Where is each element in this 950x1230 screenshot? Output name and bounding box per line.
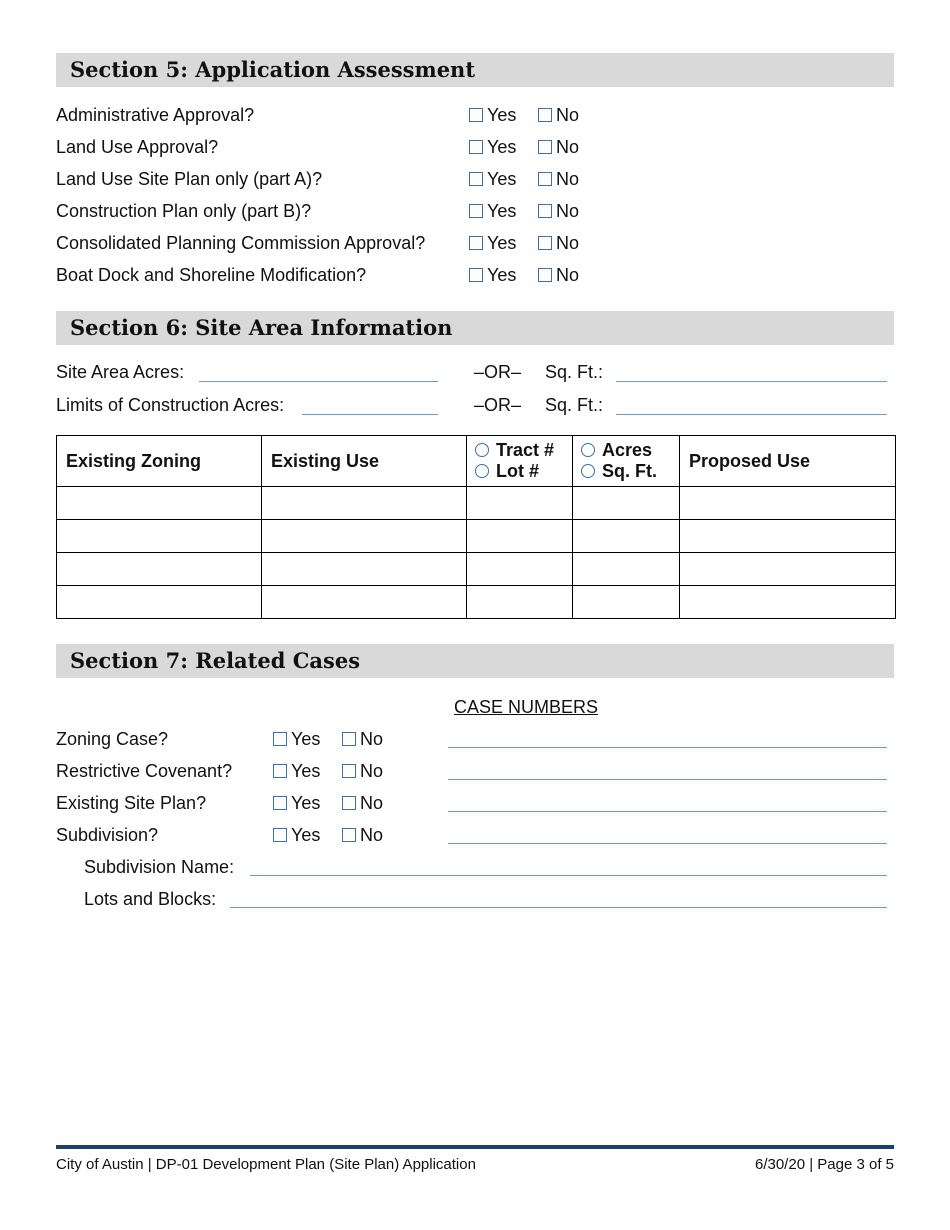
subdivision-name-field[interactable] xyxy=(250,874,887,876)
s5-question-label: Land Use Approval? xyxy=(56,137,219,157)
s5-no-checkbox[interactable] xyxy=(538,199,579,223)
checkbox-icon xyxy=(342,732,356,746)
checkbox-icon xyxy=(469,236,483,250)
no-label: No xyxy=(556,265,580,285)
table-cell[interactable] xyxy=(680,586,896,619)
or-label: –OR– xyxy=(474,395,522,415)
table-cell[interactable] xyxy=(467,586,573,619)
table-row xyxy=(57,520,896,553)
table-cell[interactable] xyxy=(57,586,262,619)
s5-yes-checkbox[interactable] xyxy=(469,231,516,255)
table-cell[interactable] xyxy=(573,553,680,586)
radio-icon xyxy=(581,464,595,478)
table-cell[interactable] xyxy=(262,520,467,553)
limits-sqft-field[interactable] xyxy=(616,413,887,415)
yes-label: Yes xyxy=(291,825,321,845)
col-existing-zoning: Existing Zoning xyxy=(57,436,262,487)
table-cell[interactable] xyxy=(467,520,573,553)
checkbox-icon xyxy=(538,268,552,282)
table-row xyxy=(57,487,896,520)
section-6-header: Section 6: Site Area Information xyxy=(56,311,894,345)
s7-question-label: Subdivision? xyxy=(56,825,159,845)
checkbox-icon xyxy=(273,828,287,842)
s7-yes-checkbox[interactable] xyxy=(273,727,320,751)
tract-radio[interactable] xyxy=(475,440,572,461)
checkbox-icon xyxy=(538,172,552,186)
table-cell[interactable] xyxy=(680,553,896,586)
lots-blocks-field[interactable] xyxy=(230,906,887,908)
radio-icon xyxy=(475,443,489,457)
s7-no-checkbox[interactable] xyxy=(342,791,383,815)
s7-question-label: Zoning Case? xyxy=(56,729,169,749)
site-area-acres-label: Site Area Acres: xyxy=(56,362,185,382)
s5-no-checkbox[interactable] xyxy=(538,231,579,255)
s7-no-checkbox[interactable] xyxy=(342,727,383,751)
section-7-header: Section 7: Related Cases xyxy=(56,644,894,678)
s5-no-checkbox[interactable] xyxy=(538,167,579,191)
col-proposed-use: Proposed Use xyxy=(680,436,896,487)
sqft-radio[interactable] xyxy=(581,461,679,482)
radio-icon xyxy=(581,443,595,457)
s5-yes-checkbox[interactable] xyxy=(469,103,516,127)
s7-no-checkbox[interactable] xyxy=(342,759,383,783)
checkbox-icon xyxy=(469,268,483,282)
radio-icon xyxy=(475,464,489,478)
zoning-table xyxy=(56,435,896,619)
or-label: –OR– xyxy=(474,362,522,382)
limits-acres-field[interactable] xyxy=(302,413,438,415)
s5-question-label: Construction Plan only (part B)? xyxy=(56,201,312,221)
s5-yes-checkbox[interactable] xyxy=(469,167,516,191)
table-cell[interactable] xyxy=(57,520,262,553)
no-label: No xyxy=(360,825,384,845)
s5-row-construction-b xyxy=(0,199,950,223)
table-cell[interactable] xyxy=(680,520,896,553)
table-cell[interactable] xyxy=(57,487,262,520)
no-label: No xyxy=(360,761,384,781)
s5-row-site-plan-a xyxy=(0,167,950,191)
table-cell[interactable] xyxy=(262,487,467,520)
table-cell[interactable] xyxy=(262,586,467,619)
footer-right: 6/30/20 | Page 3 of 5 xyxy=(754,1156,894,1173)
yes-label: Yes xyxy=(291,761,321,781)
s5-yes-checkbox[interactable] xyxy=(469,263,516,287)
s5-no-checkbox[interactable] xyxy=(538,263,579,287)
checkbox-icon xyxy=(538,204,552,218)
checkbox-icon xyxy=(538,140,552,154)
checkbox-icon xyxy=(273,764,287,778)
sqft-label: Sq. Ft.: xyxy=(545,395,604,415)
s5-row-boat-dock xyxy=(0,263,950,287)
checkbox-icon xyxy=(469,108,483,122)
case-number-field[interactable] xyxy=(448,746,887,748)
table-cell[interactable] xyxy=(467,487,573,520)
yes-label: Yes xyxy=(487,105,517,125)
tract-label: Tract # xyxy=(496,440,555,460)
yes-label: Yes xyxy=(291,729,321,749)
table-row xyxy=(57,553,896,586)
sqft-col-label: Sq. Ft. xyxy=(602,461,657,481)
s5-yes-checkbox[interactable] xyxy=(469,135,516,159)
footer-left: City of Austin | DP-01 Development Plan (Site Plan) Application xyxy=(56,1156,476,1173)
checkbox-icon xyxy=(342,764,356,778)
no-label: No xyxy=(360,729,384,749)
table-cell[interactable] xyxy=(573,586,680,619)
checkbox-icon xyxy=(342,796,356,810)
yes-label: Yes xyxy=(487,169,517,189)
checkbox-icon xyxy=(342,828,356,842)
table-cell[interactable] xyxy=(57,553,262,586)
s7-yes-checkbox[interactable] xyxy=(273,823,320,847)
col-tract-lot xyxy=(467,436,573,487)
yes-label: Yes xyxy=(487,265,517,285)
col-existing-use: Existing Use xyxy=(262,436,467,487)
site-area-sqft-field[interactable] xyxy=(616,380,887,382)
table-row xyxy=(57,586,896,619)
yes-label: Yes xyxy=(487,201,517,221)
acres-label: Acres xyxy=(602,440,653,460)
checkbox-icon xyxy=(469,204,483,218)
checkbox-icon xyxy=(538,108,552,122)
case-number-field[interactable] xyxy=(448,810,887,812)
s7-yes-checkbox[interactable] xyxy=(273,791,320,815)
checkbox-icon xyxy=(469,140,483,154)
acres-radio[interactable] xyxy=(581,440,679,461)
s7-question-label: Restrictive Covenant? xyxy=(56,761,233,781)
no-label: No xyxy=(360,793,384,813)
table-cell[interactable] xyxy=(467,553,573,586)
no-label: No xyxy=(556,105,580,125)
s5-question-label: Land Use Site Plan only (part A)? xyxy=(56,169,323,189)
limits-acres-label: Limits of Construction Acres: xyxy=(56,395,285,415)
yes-label: Yes xyxy=(291,793,321,813)
s7-question-label: Existing Site Plan? xyxy=(56,793,207,813)
table-cell[interactable] xyxy=(573,487,680,520)
site-area-acres-field[interactable] xyxy=(199,380,438,382)
s5-no-checkbox[interactable] xyxy=(538,103,579,127)
lot-radio[interactable] xyxy=(475,461,572,482)
checkbox-icon xyxy=(469,172,483,186)
no-label: No xyxy=(556,233,580,253)
s7-yes-checkbox[interactable] xyxy=(273,759,320,783)
s5-question-label: Consolidated Planning Commission Approval? xyxy=(56,233,426,253)
table-cell[interactable] xyxy=(262,553,467,586)
lots-blocks-label: Lots and Blocks: xyxy=(84,889,217,909)
lot-label: Lot # xyxy=(496,461,539,481)
s5-row-land-use xyxy=(0,135,950,159)
yes-label: Yes xyxy=(487,233,517,253)
s5-no-checkbox[interactable] xyxy=(538,135,579,159)
s7-no-checkbox[interactable] xyxy=(342,823,383,847)
col-acres-sqft xyxy=(573,436,680,487)
no-label: No xyxy=(556,169,580,189)
subdivision-name-label: Subdivision Name: xyxy=(84,857,235,877)
table-cell[interactable] xyxy=(573,520,680,553)
s5-row-consolidated xyxy=(0,231,950,255)
s5-question-label: Administrative Approval? xyxy=(56,105,255,125)
no-label: No xyxy=(556,137,580,157)
checkbox-icon xyxy=(538,236,552,250)
sqft-label: Sq. Ft.: xyxy=(545,362,604,382)
checkbox-icon xyxy=(273,796,287,810)
table-cell[interactable] xyxy=(680,487,896,520)
section-5-header: Section 5: Application Assessment xyxy=(56,53,894,87)
footer-rule xyxy=(56,1145,894,1149)
table-header-row xyxy=(57,436,896,487)
s5-row-administrative xyxy=(0,103,950,127)
case-number-field[interactable] xyxy=(448,778,887,780)
no-label: No xyxy=(556,201,580,221)
checkbox-icon xyxy=(273,732,287,746)
yes-label: Yes xyxy=(487,137,517,157)
case-number-field[interactable] xyxy=(448,842,887,844)
case-numbers-heading: CASE NUMBERS xyxy=(454,697,599,717)
s5-question-label: Boat Dock and Shoreline Modification? xyxy=(56,265,367,285)
s5-yes-checkbox[interactable] xyxy=(469,199,516,223)
